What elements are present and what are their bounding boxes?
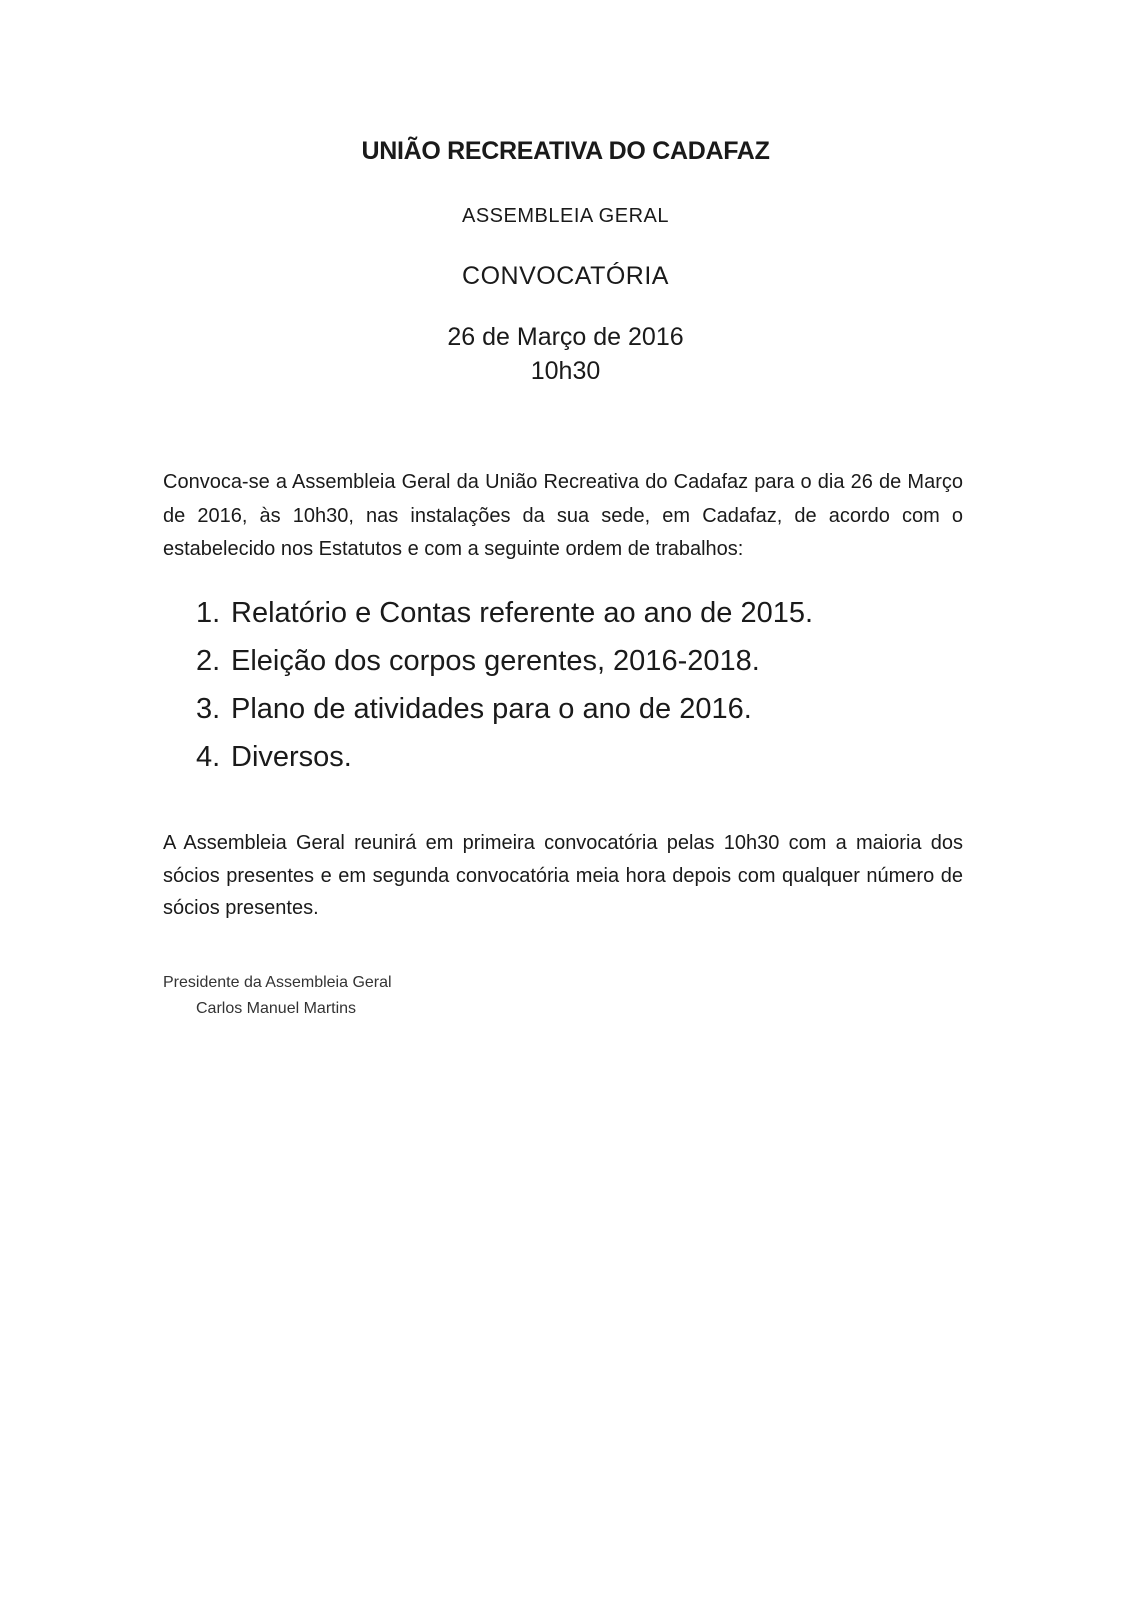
organization-title: UNIÃO RECREATIVA DO CADAFAZ <box>361 137 770 165</box>
agenda-item-number: 1. <box>196 597 221 629</box>
agenda-item-number: 3. <box>196 693 221 725</box>
agenda-item <box>196 592 813 640</box>
agenda-item <box>196 640 813 688</box>
agenda-item-text: Diversos. <box>231 741 352 773</box>
agenda-item <box>196 688 813 736</box>
signature-name: Carlos Manuel Martins <box>196 1000 357 1017</box>
agenda-item-number: 4. <box>196 741 221 773</box>
assembly-heading: ASSEMBLEIA GERAL <box>462 205 669 227</box>
agenda-item-text: Eleição dos corpos gerentes, 2016-2018. <box>231 645 760 677</box>
meeting-time: 10h30 <box>530 357 601 385</box>
agenda-list <box>196 592 813 784</box>
agenda-item <box>196 736 813 784</box>
intro-paragraph: Convoca-se a Assembleia Geral da União Recreativa do Cadafaz para o dia 26 de Março de 2016, às 10h30, nas instalações da sua sede, em Cadafaz, de acordo com o estabelecido nos Estatutos e com a seguinte ordem de trabalhos: <box>163 471 963 560</box>
signature-role: Presidente da Assembleia Geral <box>163 974 392 991</box>
agenda-item-text: Plano de atividades para o ano de 2016. <box>231 693 752 725</box>
agenda-item-text: Relatório e Contas referente ao ano de 2015. <box>231 597 814 629</box>
meeting-date: 26 de Março de 2016 <box>447 323 684 351</box>
agenda-item-number: 2. <box>196 645 221 677</box>
closing-paragraph: A Assembleia Geral reunirá em primeira convocatória pelas 10h30 com a maioria dos sócios presentes e em segunda convocatória meia hora depois com qualquer número de sócios presentes. <box>163 832 963 919</box>
notice-heading: CONVOCATÓRIA <box>462 262 669 290</box>
